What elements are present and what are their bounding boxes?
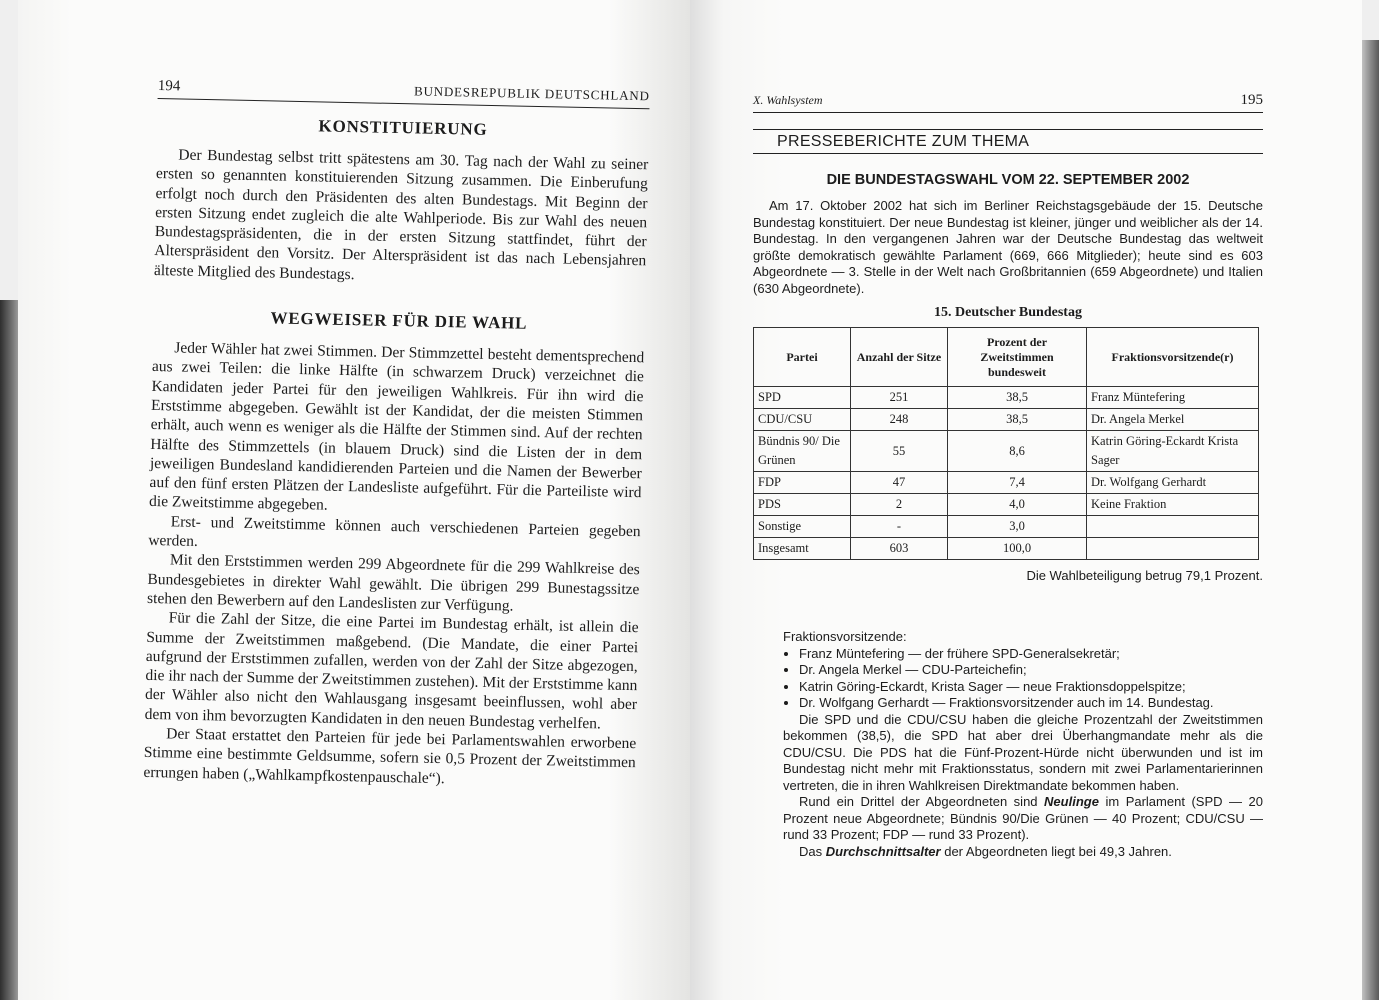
cell-sitze: 55 <box>851 431 948 472</box>
cell-partei: PDS <box>754 494 851 516</box>
wegweiser-paragraph-2: Erst- und Zweitstimme können auch verschiedenen Parteien gegeben werden. <box>148 513 641 550</box>
cell-prozent: 3,0 <box>948 516 1087 538</box>
wegweiser-paragraph-5: Der Staat erstattet den Parteien für jede bei Parlamentswahlen erworbene Stimme eine bestimmte Geldsumme, sofern sie 0,5 Prozent der Zweitstimmen errungen haben („Wahlkampfkostenpauschale“). <box>143 725 637 787</box>
fraktion-block <box>753 629 1263 712</box>
wegweiser-paragraph-3: Mit den Erststimmen werden 299 Abgeordnete für die 299 Wahlkreise des Bundesgebietes in direkter Wahl gewählt. Die übrigen 299 Bunestagssitze stehen den Bewerbern auf den Landeslisten zur Verfügung. <box>146 551 640 615</box>
cell-prozent: 4,0 <box>948 494 1087 516</box>
article-intro: Am 17. Oktober 2002 hat sich im Berliner Reichstagsgebäude der 15. Deutsche Bundestag konstituiert. Der neue Bundestag ist kleiner, jünger und weiblicher als der 14. Bundestag. In den vergangenen Jahren war der Deutsche Bundestag das weltweit größte demokratisch gewählte Parlament (669, 666 Mitglieder); heute sind es 603 Abgeordnete — 3. Stelle in der Welt nach Großbritannien (659 Abgeordnete) und Italien (630 Abgeordnete). <box>753 198 1263 296</box>
cell-partei: SPD <box>754 387 851 409</box>
para-neulinge-pre: Rund ein Drittel der Abgeordneten sind <box>799 794 1045 809</box>
right-page <box>690 0 1362 1000</box>
table-row <box>754 494 1259 516</box>
cell-vorsitz: Dr. Wolfgang Gerhardt <box>1087 472 1259 494</box>
left-page-number: 194 <box>157 78 181 95</box>
table-row <box>754 387 1259 409</box>
cell-sitze: 248 <box>851 409 948 431</box>
konstituierung-text: Der Bundestag selbst tritt spätestens am 30. Tag nach der Wahl zu seiner ersten so genannten konstituierenden Sitzung zusammen. Die Einberufung erfolgt noch durch den Präsidenten des alten Bundestags. Mit Beginn der ersten Sitzung endet zugleich die alte Wahlperiode. Bis zur Wahl des neuen Bundestagspräsidenten, die in der ersten Sitzung stattfindet, führt der Alterspräsident den Vorsitz. Der Alterspräsident ist das nach Lebensjahren älteste Mitglied des Bundestags. <box>153 146 649 283</box>
cell-prozent: 8,6 <box>948 431 1087 472</box>
para-alter <box>783 844 1263 861</box>
cell-vorsitz <box>1087 538 1259 560</box>
cell-sitze: 251 <box>851 387 948 409</box>
right-page-number: 195 <box>1240 92 1263 108</box>
cell-prozent: 7,4 <box>948 472 1087 494</box>
table-row <box>754 516 1259 538</box>
right-running-head <box>753 92 1263 113</box>
wegweiser-paragraph-4: Für die Zahl der Sitze, die eine Partei im Bundestag erhält, ist allein die Summe der Zweitstimmen maßgebend. (Die Mandate, die einer Partei aufgrund der Erststimmen zufallen, werden von der Zahl der Sitze abgezogen, die ihr nach der Summe der Zweitstimmen zustehen). Mit der Erststimme kann der Wähler also nicht den Wahlausgang insgesamt beeinflussen, wohl aber dem von ihm bevorzugten Kandidaten in den neuen Bundestag verhelfen. <box>144 609 639 733</box>
para-neulinge <box>783 794 1263 844</box>
section-title-konstituierung: KONSTITUIERUNG <box>318 116 488 139</box>
cell-sitze: 47 <box>851 472 948 494</box>
book-edge-right <box>1361 40 1379 1000</box>
table-row <box>754 431 1259 472</box>
right-page-content <box>753 92 1263 860</box>
table-row <box>754 409 1259 431</box>
wegweiser-paragraph-1: Jeder Wähler hat zwei Stimmen. Der Stimmzettel besteht dementsprechend aus zwei Teilen: die linke Hälfte (in schwarzem Druck) verzeichnet die Kandidaten jeder Partei für den jeweiligen Wahlkreis. Für ihn wird die Erststimme abgegeben. Gewählt ist der Kandidat, der die meisten Stimmen erhält, auch wenn es weniger als die Hälfte der Stimmen sind. Auf der rechten Hälfte des Stimmzettels (in blauem Druck) sind die Listen der in dem jeweiligen Bundesland kandidierenden Parteien und die Namen der Bewerber auf den fünf ersten Plätzen der Landesliste aufgeführt. Für die Parteiliste wird die Zweitstimme abgegeben. <box>148 339 645 515</box>
emphasis-neulinge: Neulinge <box>1044 794 1099 809</box>
cell-vorsitz: Franz Müntefering <box>1087 387 1259 409</box>
cell-vorsitz <box>1087 516 1259 538</box>
left-page <box>18 0 690 1000</box>
cell-sitze: 603 <box>851 538 948 560</box>
table-row <box>754 538 1259 560</box>
header-vorsitz: Fraktionsvorsitzende(r) <box>1087 328 1259 387</box>
turnout-note: Die Wahlbeteiligung betrug 79,1 Prozent. <box>1026 568 1263 583</box>
article-title: DIE BUNDESTAGSWAHL VOM 22. SEPTEMBER 2002 <box>826 172 1190 188</box>
para-alter-pre: Das <box>799 843 826 859</box>
cell-sitze: 2 <box>851 494 948 516</box>
header-prozent: Prozent der Zweitstimmen bundesweit <box>948 328 1087 387</box>
left-page-content <box>143 78 650 792</box>
emphasis-durchschnittsalter: Durchschnittsalter <box>825 843 941 859</box>
closing-paragraphs <box>783 712 1263 861</box>
list-item: • Katrin Göring-Eckardt, Krista Sager — neue Fraktionsdoppelspitze; <box>799 679 1263 696</box>
cell-partei: CDU/CSU <box>754 409 851 431</box>
table-header-row <box>754 328 1259 387</box>
cell-vorsitz: Dr. Angela Merkel <box>1087 409 1259 431</box>
left-running-title: BUNDESREPUBLIK DEUTSCHLAND <box>413 83 650 104</box>
left-running-head <box>158 78 650 109</box>
cell-sitze: - <box>851 516 948 538</box>
para-ueberhang: Die SPD und die CDU/CSU haben die gleiche Prozentzahl der Zweitstimmen bekommen (38,5), die SPD hat aber drei Überhangmandate mehr als die CDU/CSU. Die PDS hat die Fünf-Prozent-Hürde nicht überwunden und ist im Bundestag nicht mehr mit Fraktionsstatus, sondern mit zwei Parlamentarierinnen vertreten, die in ihren Wahlkreisen Direktmandate bekommen haben. <box>783 711 1263 793</box>
list-item: • Franz Müntefering — der frühere SPD-Generalsekretär; <box>799 646 1263 663</box>
fraktion-label: Fraktionsvorsitzende: <box>783 629 907 644</box>
cell-partei: Sonstige <box>754 516 851 538</box>
list-item: • Dr. Angela Merkel — CDU-Parteichefin; <box>799 662 1263 679</box>
cell-partei: Insgesamt <box>754 538 851 560</box>
cell-partei: FDP <box>754 472 851 494</box>
right-running-title: X. Wahlsystem <box>753 93 823 107</box>
cell-prozent: 38,5 <box>948 387 1087 409</box>
table-title: 15. Deutscher Bundestag <box>934 305 1082 320</box>
para-neulinge-post: im Parlament (SPD — 20 Prozent neue Abgeordnete; Bündnis 90/Die Grünen — 40 Prozent; CDU/CSU — rund 33 Prozent; FDP — rund 33 Prozent). <box>783 794 1263 842</box>
list-item: • Dr. Wolfgang Gerhardt — Fraktionsvorsitzender auch im 14. Bundestag. <box>799 695 1263 712</box>
section-title-wegweiser: WEGWEISER FÜR DIE WAHL <box>270 308 528 333</box>
cell-vorsitz: Katrin Göring-Eckardt Krista Sager <box>1087 431 1259 472</box>
cell-prozent: 38,5 <box>948 409 1087 431</box>
table-row <box>754 472 1259 494</box>
cell-vorsitz: Keine Fraktion <box>1087 494 1259 516</box>
header-partei: Partei <box>754 328 851 387</box>
para-alter-post: der Abgeordneten liegt bei 49,3 Jahren. <box>940 843 1172 859</box>
bundestag-table <box>753 327 1259 560</box>
press-section-header: PRESSEBERICHTE ZUM THEMA <box>753 129 1263 154</box>
header-sitze: Anzahl der Sitze <box>851 328 948 387</box>
cell-partei: Bündnis 90/ Die Grünen <box>754 431 851 472</box>
cell-prozent: 100,0 <box>948 538 1087 560</box>
fraktion-list <box>783 646 1263 712</box>
